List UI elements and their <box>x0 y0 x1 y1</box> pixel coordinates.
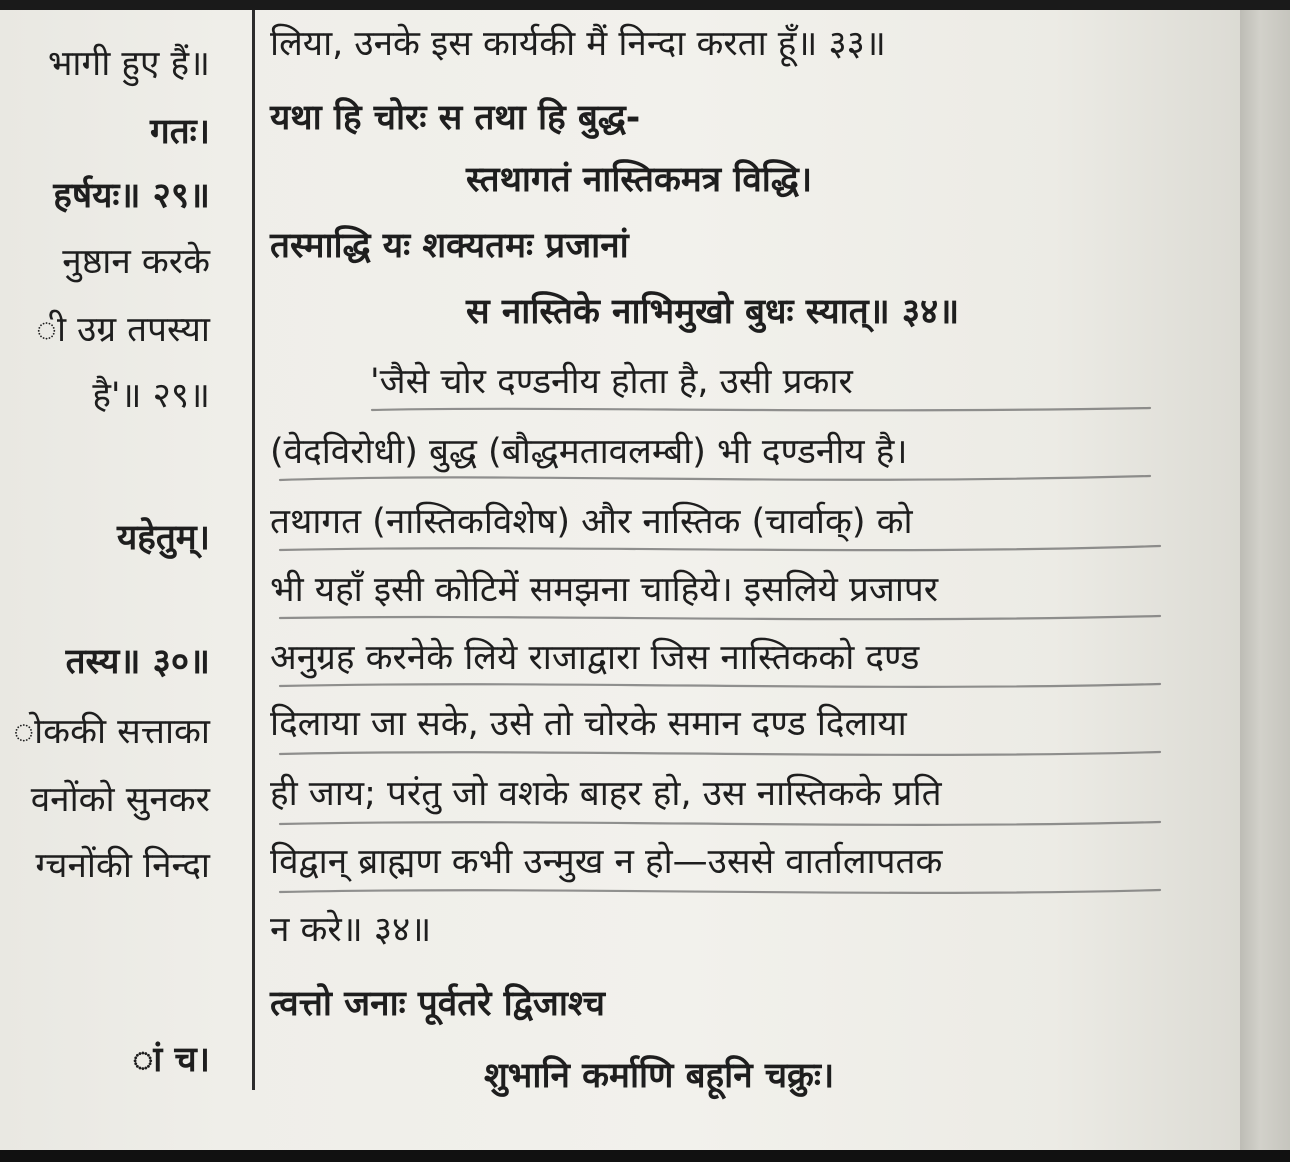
prose-line-9: विद्वान् ब्राह्मण कभी उन्मुख न हो—उससे वार्तालापतक <box>270 842 943 882</box>
verse-line-2: स्तथागतं नास्तिकमत्र विद्धि। <box>466 160 813 200</box>
prose-line-10: न करे॥ ३४॥ <box>270 910 432 950</box>
prose-line-2: 'जैसे चोर दण्डनीय होता है, उसी प्रकार <box>370 362 853 402</box>
underline-7 <box>280 822 1160 825</box>
underline-4 <box>280 616 1160 619</box>
left-line-8: तस्य॥ ३०॥ <box>65 642 210 682</box>
bottom-shadow <box>0 1150 1290 1162</box>
prose-line-6: अनुग्रह करनेके लिये राजाद्वारा जिस नास्तिकको दण्ड <box>270 638 920 678</box>
verse-line-6: शुभानि कर्माणि बहूनि चक्रुः। <box>484 1056 835 1096</box>
left-line-12: ां च। <box>132 1040 210 1080</box>
verse-line-3: तस्माद्धि यः शक्यतमः प्रजानां <box>270 226 629 266</box>
underline-1 <box>372 408 1150 410</box>
column-divider <box>252 10 255 1090</box>
left-line-6: है'॥ २९॥ <box>92 376 210 416</box>
left-line-10: वनोंको सुनकर <box>30 780 210 820</box>
prose-line-1: लिया, उनके इस कार्यकी मैं निन्दा करता हूँ॥ ३३॥ <box>270 24 886 64</box>
left-line-7: यहेतुम्। <box>116 518 210 558</box>
left-line-1: भागी हुए हैं॥ <box>47 44 210 84</box>
prose-line-7: दिलाया जा सके, उसे तो चोरके समान दण्ड दिलाया <box>270 704 907 744</box>
left-line-9: ोककी सत्ताका <box>13 712 210 752</box>
verse-line-5: त्वत्तो जनाः पूर्वतरे द्विजाश्च <box>270 984 606 1024</box>
verse-line-1: यथा हि चोरः स तथा हि बुद्ध- <box>270 98 641 138</box>
prose-line-4: तथागत (नास्तिकविशेष) और नास्तिक (चार्वाक्) को <box>270 502 913 542</box>
prose-line-3: (वेदविरोधी) बुद्ध (बौद्धमतावलम्बी) भी दण्डनीय है। <box>270 432 908 472</box>
left-line-4: नुष्ठान करके <box>62 242 210 282</box>
left-line-2: गतः। <box>150 112 210 152</box>
book-page <box>0 10 1240 1150</box>
underline-3 <box>280 546 1160 550</box>
left-line-3: हर्षयः॥ २९॥ <box>53 176 210 216</box>
underline-8 <box>280 890 1160 893</box>
left-line-5: ी उग्र तपस्या <box>36 310 210 350</box>
underline-2 <box>280 476 1150 480</box>
prose-line-5: भी यहाँ इसी कोटिमें समझना चाहिये। इसलिये प्रजापर <box>270 570 939 610</box>
underline-6 <box>280 752 1160 755</box>
prose-line-8: ही जाय; परंतु जो वशके बाहर हो, उस नास्तिकके प्रति <box>270 774 942 814</box>
verse-line-4: स नास्तिके नाभिमुखो बुधः स्यात्॥ ३४॥ <box>466 292 960 332</box>
underline-5 <box>280 684 1160 687</box>
left-line-11: ग्चनोंकी निन्दा <box>35 846 210 886</box>
page-gutter-edge <box>1240 10 1290 1150</box>
